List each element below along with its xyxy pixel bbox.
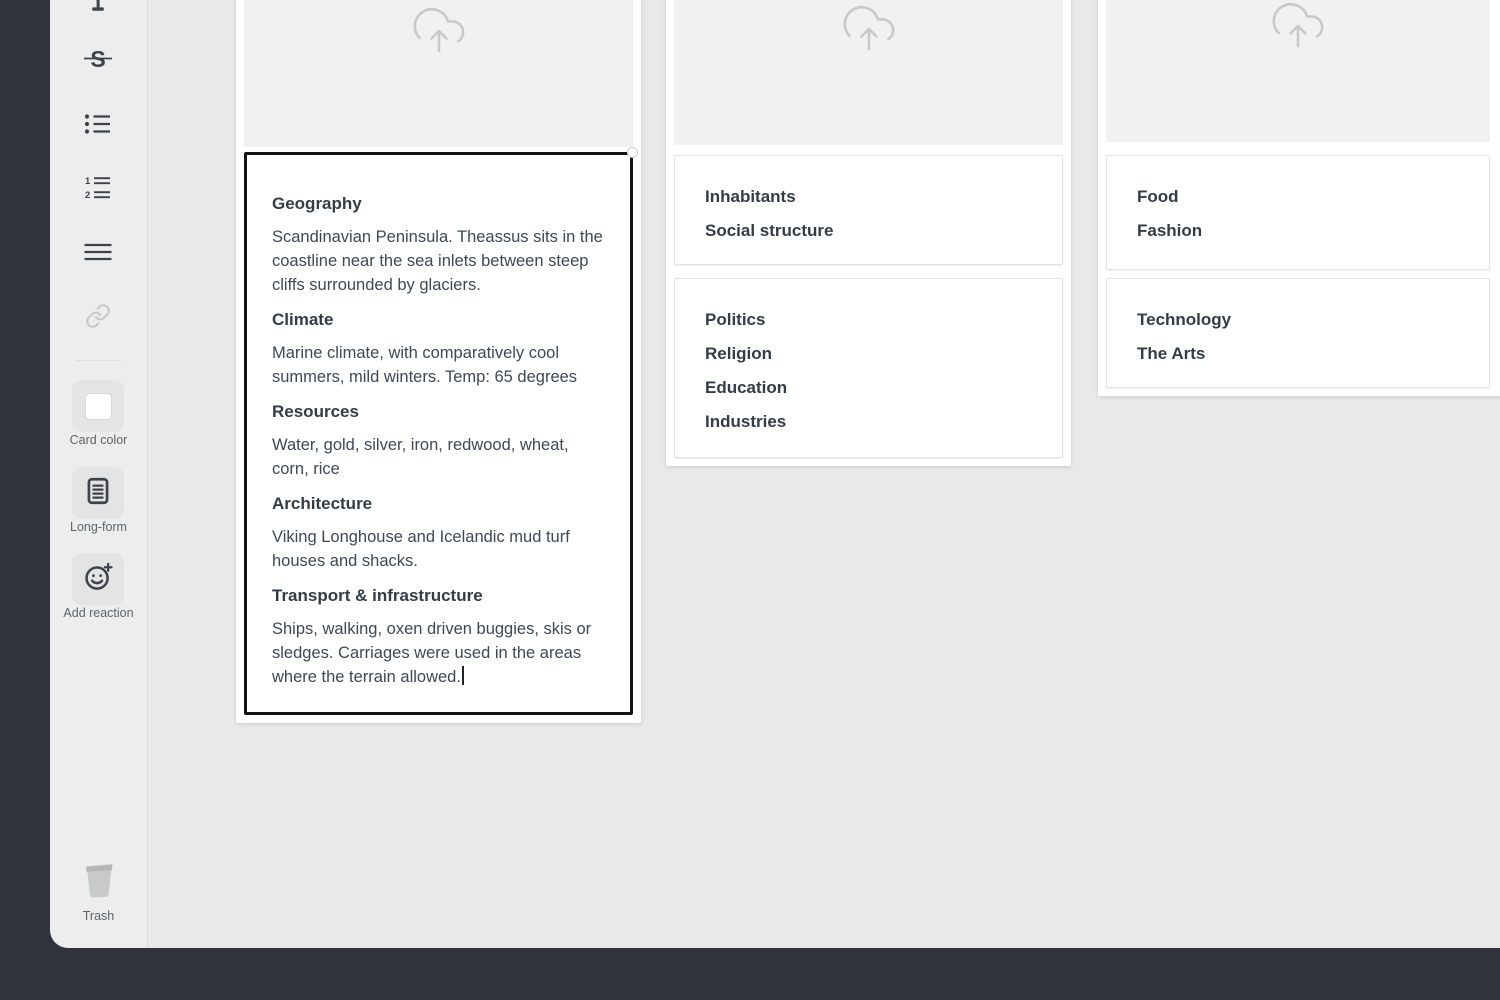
board-column-1[interactable] xyxy=(236,0,641,723)
upload-cloud-icon xyxy=(1263,0,1333,142)
link-icon xyxy=(85,303,111,329)
toolbar-divider xyxy=(75,360,122,361)
numbered-list-icon xyxy=(83,175,113,201)
strikethrough-button[interactable] xyxy=(81,43,115,77)
card-section-heading: Politics xyxy=(705,310,766,329)
card-section-heading: Climate xyxy=(272,310,334,329)
paragraph-button[interactable] xyxy=(81,235,115,269)
add-reaction-icon xyxy=(82,561,114,598)
italic-button[interactable] xyxy=(81,0,115,17)
long-form-icon xyxy=(82,475,114,512)
card-section-heading: Industries xyxy=(705,412,787,431)
svg-text:2: 2 xyxy=(85,190,91,201)
card-section-heading: Resources xyxy=(272,402,359,421)
card-section-heading: Social structure xyxy=(705,221,834,240)
card-color-label: Card color xyxy=(69,433,128,447)
upload-cloud-icon xyxy=(834,0,904,145)
image-upload-dropzone[interactable] xyxy=(674,0,1063,145)
italic-icon xyxy=(90,0,106,17)
board-column-3[interactable] xyxy=(1098,0,1500,396)
image-upload-dropzone[interactable] xyxy=(244,0,633,147)
note-card[interactable] xyxy=(1106,155,1490,270)
board-column-2[interactable] xyxy=(666,0,1071,466)
numbered-list-button[interactable] xyxy=(81,171,115,205)
add-reaction-button[interactable] xyxy=(72,553,124,605)
trash-label: Trash xyxy=(82,909,115,923)
board-canvas[interactable] xyxy=(147,0,1500,948)
card-section-heading: Technology xyxy=(1137,310,1232,329)
image-upload-dropzone[interactable] xyxy=(1106,0,1490,142)
upload-cloud-icon xyxy=(404,2,474,147)
card-paragraph: Marine climate, with comparatively cool summers, mild winters. Temp: 65 degrees xyxy=(272,344,578,386)
card-paragraph: Viking Longhouse and Icelandic mud turf houses and shacks. xyxy=(272,528,570,570)
card-section-heading: Geography xyxy=(272,194,362,213)
card-section-heading: Fashion xyxy=(1137,221,1203,240)
card-paragraph: Scandinavian Peninsula. Theassus sits in the coastline near the sea inlets between steep cliffs surrounded by glaciers. xyxy=(272,228,603,294)
resize-handle[interactable] xyxy=(627,147,638,158)
text-cursor xyxy=(462,666,464,685)
add-reaction-label: Add reaction xyxy=(63,606,134,620)
card-color-icon xyxy=(85,393,112,420)
note-card-selected[interactable] xyxy=(244,152,633,715)
card-paragraph: Ships, walking, oxen driven buggies, skis or sledges. Carriages were used in the areas where the terrain allowed. xyxy=(272,620,592,686)
card-paragraph: Water, gold, silver, iron, redwood, wheat, corn, rice xyxy=(272,436,569,478)
note-card[interactable] xyxy=(674,155,1063,265)
card-section-heading: The Arts xyxy=(1137,344,1206,363)
card-section-heading: Architecture xyxy=(272,494,373,513)
card-section-heading: Education xyxy=(705,378,788,397)
card-section-heading: Food xyxy=(1137,187,1179,206)
card-color-button[interactable] xyxy=(72,380,124,432)
svg-text:1: 1 xyxy=(85,176,91,187)
note-card[interactable] xyxy=(1106,278,1490,388)
trash-icon xyxy=(81,858,117,905)
format-toolbar xyxy=(50,0,147,948)
app-window xyxy=(50,0,1500,948)
trash-button[interactable] xyxy=(50,858,147,928)
note-card[interactable] xyxy=(674,278,1063,458)
long-form-button[interactable] xyxy=(72,467,124,519)
card-section-heading: Religion xyxy=(705,344,773,363)
card-section-heading: Inhabitants xyxy=(705,187,796,206)
svg-text:S: S xyxy=(90,46,106,72)
link-button[interactable] xyxy=(81,299,115,333)
paragraph-icon xyxy=(83,242,113,262)
strikethrough-icon xyxy=(82,45,114,75)
long-form-label: Long-form xyxy=(70,520,127,534)
card-section-heading: Transport & infrastructure xyxy=(272,586,483,605)
bullet-list-icon xyxy=(83,112,113,136)
bullet-list-button[interactable] xyxy=(81,107,115,141)
